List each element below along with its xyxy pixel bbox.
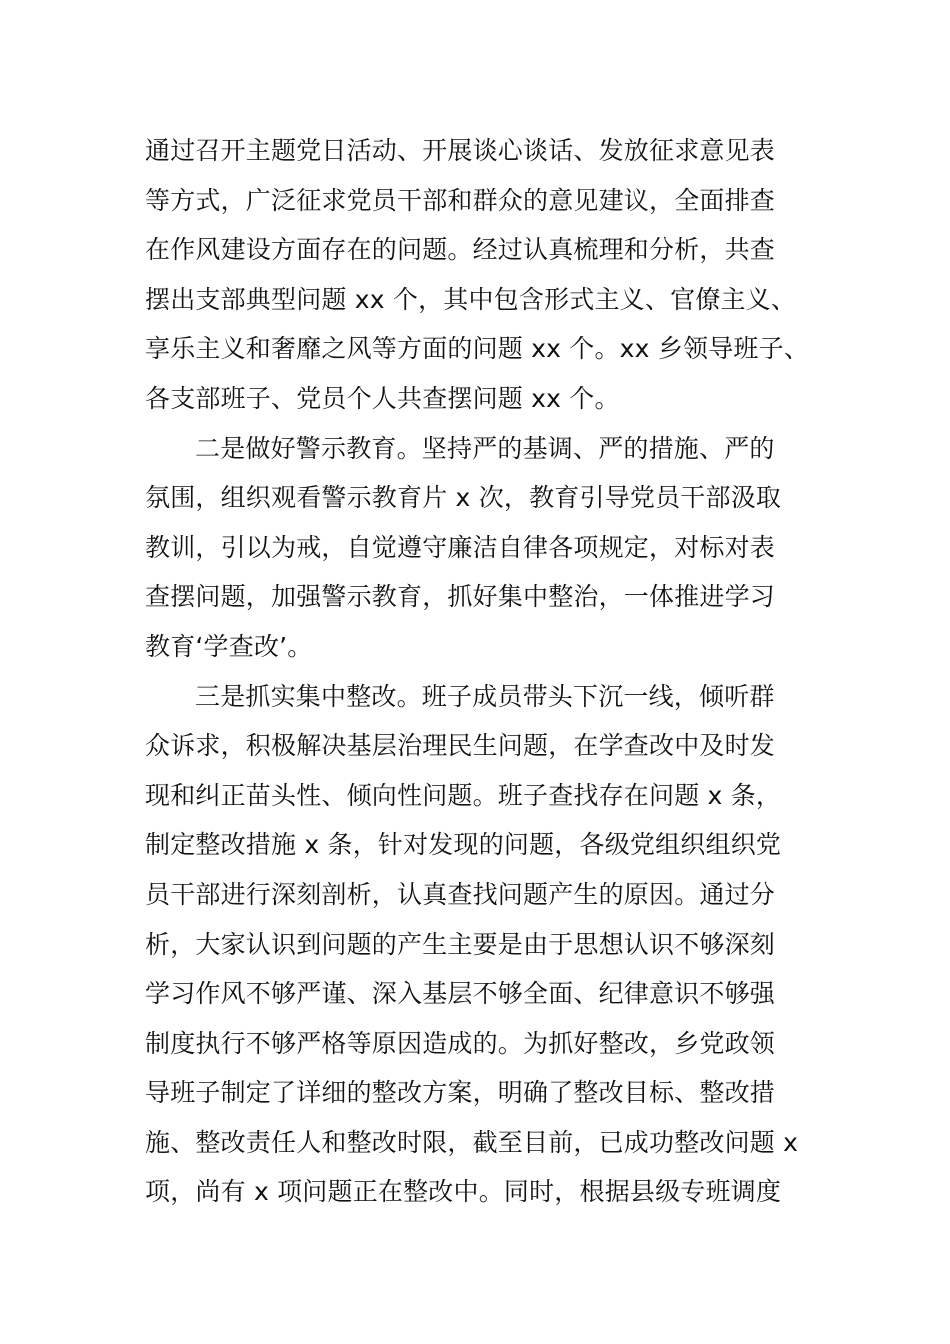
text-line: 教育‘学查改’。: [145, 631, 313, 661]
text-line: 析，大家认识到问题的产生主要是由于思想认识不够深刻: [145, 929, 776, 959]
text-line: 制度执行不够严格等原因造成的。为抓好整改，乡党政领: [145, 1028, 776, 1058]
paragraph-start-line: 二是做好警示教育。坚持严的基调、严的措施、严的: [195, 433, 775, 463]
text-line: 摆出支部典型问题 xx 个，其中包含形式主义、官僚主义、: [145, 284, 797, 314]
text-line: 享乐主义和奢靡之风等方面的问题 xx 个。xx 乡领导班子、: [145, 334, 810, 364]
text-line: 众诉求，积极解决基层治理民生问题，在学查改中及时发: [145, 731, 776, 761]
text-line: 氛围，组织观看警示教育片 x 次，教育引导党员干部汲取: [145, 483, 782, 513]
text-line: 制定整改措施 x 条，针对发现的问题，各级党组织组织党: [145, 830, 782, 860]
text-line: 施、整改责任人和整改时限，截至目前，已成功整改问题 x: [145, 1127, 799, 1157]
text-line: 项，尚有 x 项问题正在整改中。同时，根据县级专班调度: [145, 1177, 782, 1207]
text-line: 教训，引以为戒，自觉遵守廉洁自律各项规定，对标对表: [145, 532, 776, 562]
text-line: 在作风建设方面存在的问题。经过认真梳理和分析，共查: [145, 235, 776, 265]
text-line: 查摆问题，加强警示教育，抓好集中整治，一体推进学习: [145, 582, 776, 612]
text-line: 导班子制定了详细的整改方案，明确了整改目标、整改措: [145, 1078, 776, 1108]
text-line: 通过召开主题党日活动、开展谈心谈话、发放征求意见表: [145, 136, 776, 165]
text-line: 学习作风不够严谨、深入基层不够全面、纪律意识不够强: [145, 979, 776, 1009]
text-line: 现和纠正苗头性、倾向性问题。班子查找存在问题 x 条，: [145, 780, 782, 810]
body-text: [145, 126, 835, 1217]
text-line: 各支部班子、党员个人共查摆问题 xx 个。: [145, 383, 620, 413]
paragraph-start-line: 三是抓实集中整改。班子成员带头下沉一线，倾听群: [195, 681, 775, 711]
text-line: 等方式，广泛征求党员干部和群众的意见建议，全面排查: [145, 185, 776, 215]
text-line: 员干部进行深刻剖析，认真查找问题产生的原因。通过分: [145, 879, 776, 909]
